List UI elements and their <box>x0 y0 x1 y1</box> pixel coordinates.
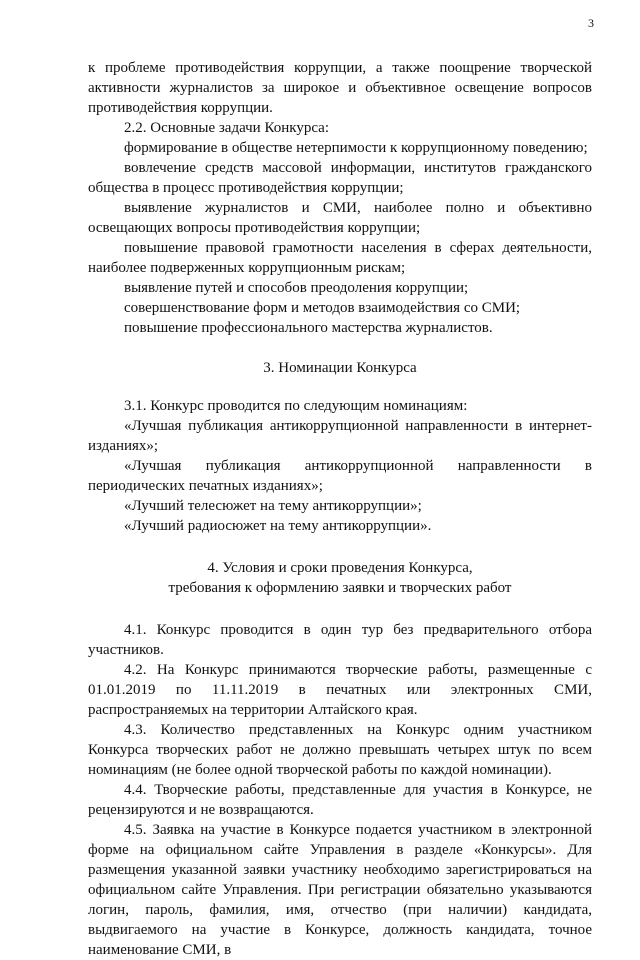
nomination-item: «Лучший радиосюжет на тему антикоррупции». <box>124 518 432 534</box>
nomination-item: «Лучший телесюжет на тему антикоррупции»; <box>124 498 422 514</box>
task-item: повышение правовой грамотности населения в сферах деятельности, наиболее подверженных коррупционным рискам; <box>88 240 592 276</box>
document-body <box>88 58 592 960</box>
section-3-intro: 3.1. Конкурс проводится по следующим номинациям: <box>124 398 468 414</box>
clause-paragraph: 4.5. Заявка на участие в Конкурсе подается участником в электронной форме на официальном сайте Управления в разделе «Конкурсы». Для размещения указанной заявки участнику необходимо зарегистрироваться на официальном сайте Управления. При регистрации обязательно указываются логин, пароль, фамилия, имя, отчество (при наличии) кандидата, выдвигаемого на участие в Конкурсе, должность кандидата, точное наименование СМИ, в <box>88 822 592 958</box>
clause-paragraph: 4.3. Количество представленных на Конкурс одним участником Конкурса творческих работ не должно превышать четырех штук по всем номинациям (не более одной творческой работы по каждой номинации). <box>88 722 592 778</box>
task-item: вовлечение средств массовой информации, институтов гражданского общества в процесс противодействия коррупции; <box>88 160 592 196</box>
task-item: формирование в обществе нетерпимости к коррупционному поведению; <box>124 140 588 156</box>
task-item: выявление путей и способов преодоления коррупции; <box>124 280 469 296</box>
intro-paragraph: к проблеме противодействия коррупции, а также поощрение творческой активности журналистов за широкое и объективное освещение вопросов противодействия коррупции. <box>88 60 592 116</box>
clause-paragraph: 4.1. Конкурс проводится в один тур без предварительного отбора участников. <box>88 622 592 658</box>
task-item: повышение профессионального мастерства журналистов. <box>124 320 493 336</box>
page-number: 3 <box>588 16 594 30</box>
clause-paragraph: 4.4. Творческие работы, представленные для участия в Конкурсе, не рецензируются и не возвращаются. <box>88 782 592 818</box>
section-4-heading-line-1: 4. Условия и сроки проведения Конкурса, <box>207 560 473 576</box>
nomination-item: «Лучшая публикация антикоррупционной направленности в интернет-изданиях»; <box>88 418 592 454</box>
task-item: выявление журналистов и СМИ, наиболее полно и объективно освещающих вопросы противодействия коррупции; <box>88 200 592 236</box>
nomination-item: «Лучшая публикация антикоррупционной направленности в периодических печатных изданиях»; <box>88 458 592 494</box>
section-2-2-title: 2.2. Основные задачи Конкурса: <box>124 120 329 136</box>
task-item: совершенствование форм и методов взаимодействия со СМИ; <box>124 300 521 316</box>
section-3-heading: 3. Номинации Конкурса <box>263 360 417 376</box>
section-4-heading <box>88 558 592 598</box>
section-4-heading-line-2: требования к оформлению заявки и творческих работ <box>168 580 512 596</box>
clause-paragraph: 4.2. На Конкурс принимаются творческие работы, размещенные с 01.01.2019 по 11.11.2019 в печатных или электронных СМИ, распространяемых на территории Алтайского края. <box>88 662 592 718</box>
